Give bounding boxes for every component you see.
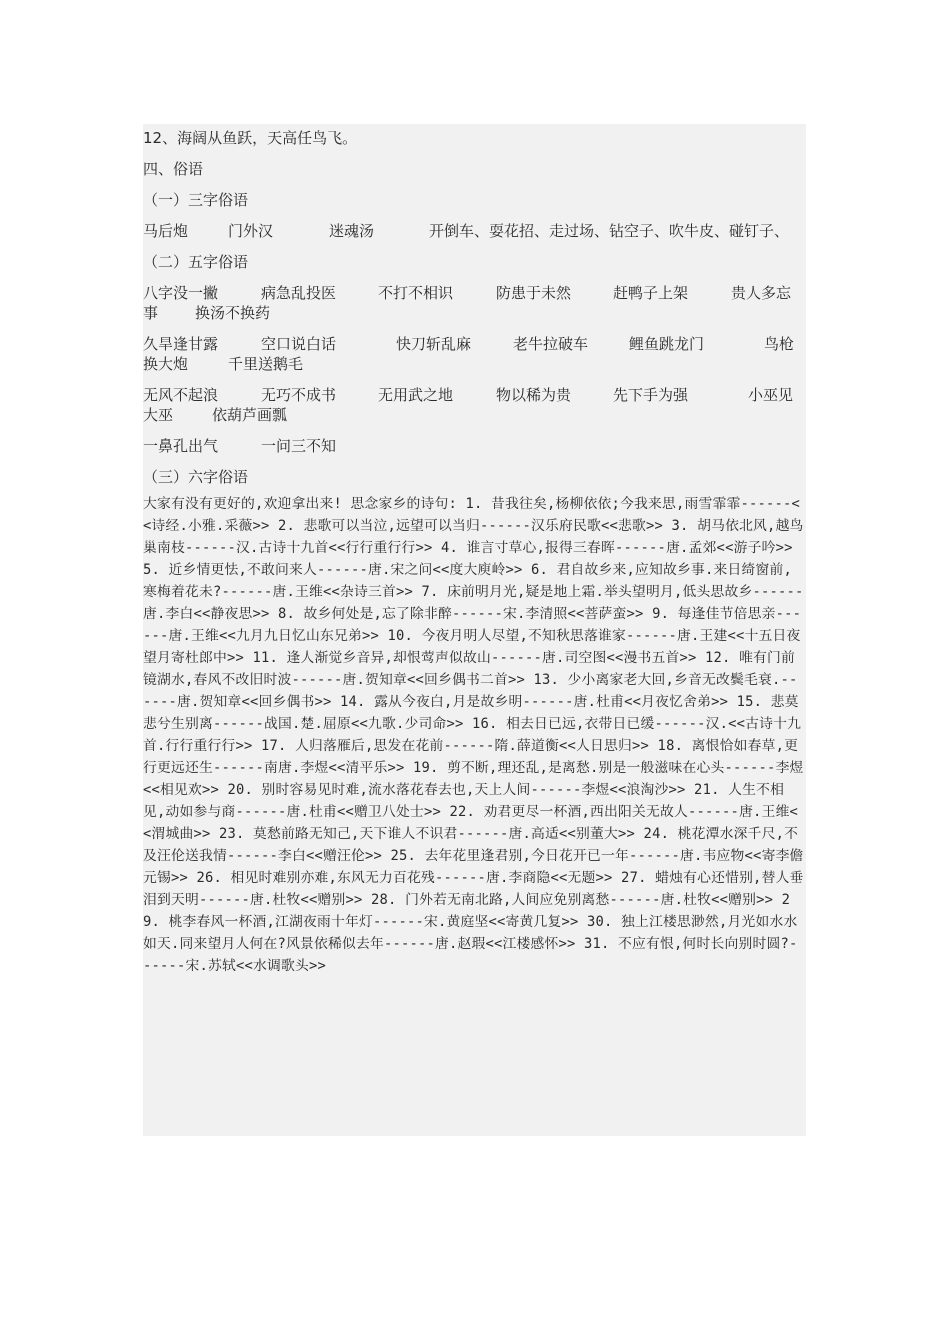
idiom: 无风不起浪 (143, 386, 219, 404)
line-12: 12、海阔从鱼跃，天高任鸟飞。 (143, 129, 358, 147)
idiom: 迷魂汤 (329, 222, 375, 240)
idiom: 赶鸭子上架 (613, 284, 689, 302)
idiom: 事 (143, 304, 159, 322)
idiom: 千里送鹅毛 (228, 355, 304, 373)
idiom: 换大炮 (143, 355, 189, 373)
idiom: 一问三不知 (261, 437, 337, 455)
subheading-five-char: （二）五字俗语 (143, 253, 249, 271)
idiom: 物以稀为贵 (496, 386, 572, 404)
idiom: 换汤不换药 (195, 304, 271, 322)
idiom: 久旱逢甘露 (143, 335, 219, 353)
idiom: 贵人多忘 (731, 284, 792, 302)
idiom: 大巫 (143, 406, 174, 424)
idiom: 病急乱投医 (261, 284, 337, 302)
idiom: 鲤鱼跳龙门 (629, 335, 705, 353)
subheading-six-char: （三）六字俗语 (143, 468, 249, 486)
five-char-row (143, 385, 806, 405)
idiom: 不打不相识 (378, 284, 454, 302)
idiom: 无用武之地 (378, 386, 454, 404)
idiom: 先下手为强 (613, 386, 689, 404)
subheading-three-char: （一）三字俗语 (143, 191, 249, 209)
idiom: 防患于未然 (496, 284, 572, 302)
idiom: 马后炮 (143, 222, 189, 240)
idiom: 一鼻孔出气 (143, 437, 219, 455)
idiom: 依葫芦画瓢 (212, 406, 288, 424)
idiom: 无巧不成书 (261, 386, 337, 404)
idiom: 快刀斩乱麻 (396, 335, 472, 353)
three-char-row (143, 221, 806, 241)
idiom: 老牛拉破车 (513, 335, 589, 353)
idiom: 空口说白话 (261, 335, 337, 353)
section-heading: 四、俗语 (143, 160, 204, 178)
idiom: 鸟枪 (764, 335, 795, 353)
five-char-row-cont (143, 354, 806, 374)
five-char-row (143, 334, 806, 354)
five-char-row (143, 436, 806, 456)
five-char-row-cont (143, 303, 806, 323)
idiom: 开倒车、耍花招、走过场、钻空子、吹牛皮、碰钉子、 (429, 222, 790, 240)
idiom: 门外汉 (228, 222, 274, 240)
five-char-row (143, 283, 806, 303)
idiom: 八字没一撇 (143, 284, 219, 302)
document-page (143, 124, 806, 1136)
idiom: 小巫见 (748, 386, 794, 404)
homesick-poems-paragraph: 大家有没有更好的,欢迎拿出来! 思念家乡的诗句: 1. 昔我往矣,杨柳依依;今我来思,雨雪霏霏------<<诗经.小雅.采薇>> 2. 悲歌可以当泣,远望可以当归------汉乐府民歌<<悲歌>> 3. 胡马依北风,越鸟巢南枝------汉.古诗十九首<<行行重行行>> 4. 谁言寸草心,报得三春晖------唐.孟郊<<游子吟>> 5. 近乡情更怯,不敢问来人------唐.宋之问<<度大庾岭>> 6. 君自故乡来,应知故乡事.来日绮窗前,寒梅着花未?------唐.王维<<杂诗三首>> 7. 床前明月光,疑是地上霜.举头望明月,低头思故乡------唐.李白<<静夜思>> 8. 故乡何处是,忘了除非醉------宋.李清照<<菩萨蛮>> 9. 每逢佳节倍思亲------唐.王维<<九月九日忆山东兄弟>> 10. 今夜月明人尽望,不知秋思落谁家------唐.王建<<十五日夜望月寄杜郎中>> 11. 逢人渐觉乡音异,却恨莺声似故山------唐.司空图<<漫书五首>> 12. 唯有门前镜湖水,春风不改旧时波------唐.贺知章<<回乡偶书二首>> 13. 少小离家老大回,乡音无改鬓毛衰.------唐.贺知章<<回乡偶书>> 14. 露从今夜白,月是故乡明------唐.杜甫<<月夜忆舍弟>> 15. 悲莫悲兮生别离------战国.楚.屈原<<九歌.少司命>> 16. 相去日已远,衣带日已缓------汉.<<古诗十九首.行行重行行>> 17. 人归落雁后,思发在花前------隋.薛道衡<<人日思归>> 18. 离恨恰如春草,更行更远还生------南唐.李煜<<清平乐>> 19. 剪不断,理还乱,是离愁.别是一般滋味在心头------李煜<<相见欢>> 20. 别时容易见时难,流水落花春去也,天上人间------李煜<<浪淘沙>> 21. 人生不相见,动如参与商------唐.杜甫<<赠卫八处士>> 22. 劝君更尽一杯酒,西出阳关无故人------唐.王维<<渭城曲>> 23. 莫愁前路无知己,天下谁人不识君------唐.高适<<别董大>> 24. 桃花潭水深千尺,不及汪伦送我情------李白<<赠汪伦>> 25. 去年花里逢君别,今日花开已一年------唐.韦应物<<寄李儋元锡>> 26. 相见时难别亦难,东风无力百花残------唐.李商隐<<无题>> 27. 蜡烛有心还惜别,替人垂泪到天明------唐.杜牧<<赠别>> 28. 门外若无南北路,人间应免别离愁------唐.杜牧<<赠别>> 29. 桃李春风一杯酒,江湖夜雨十年灯------宋.黄庭坚<<寄黄几复>> 30. 独上江楼思渺然,月光如水水如天.同来望月人何在?风景依稀似去年------唐.赵瑕<<江楼感怀>> 31. 不应有恨,何时长向别时圆?------宋.苏轼<<水调歌头>> (143, 496, 804, 974)
five-char-row-cont (143, 405, 806, 425)
